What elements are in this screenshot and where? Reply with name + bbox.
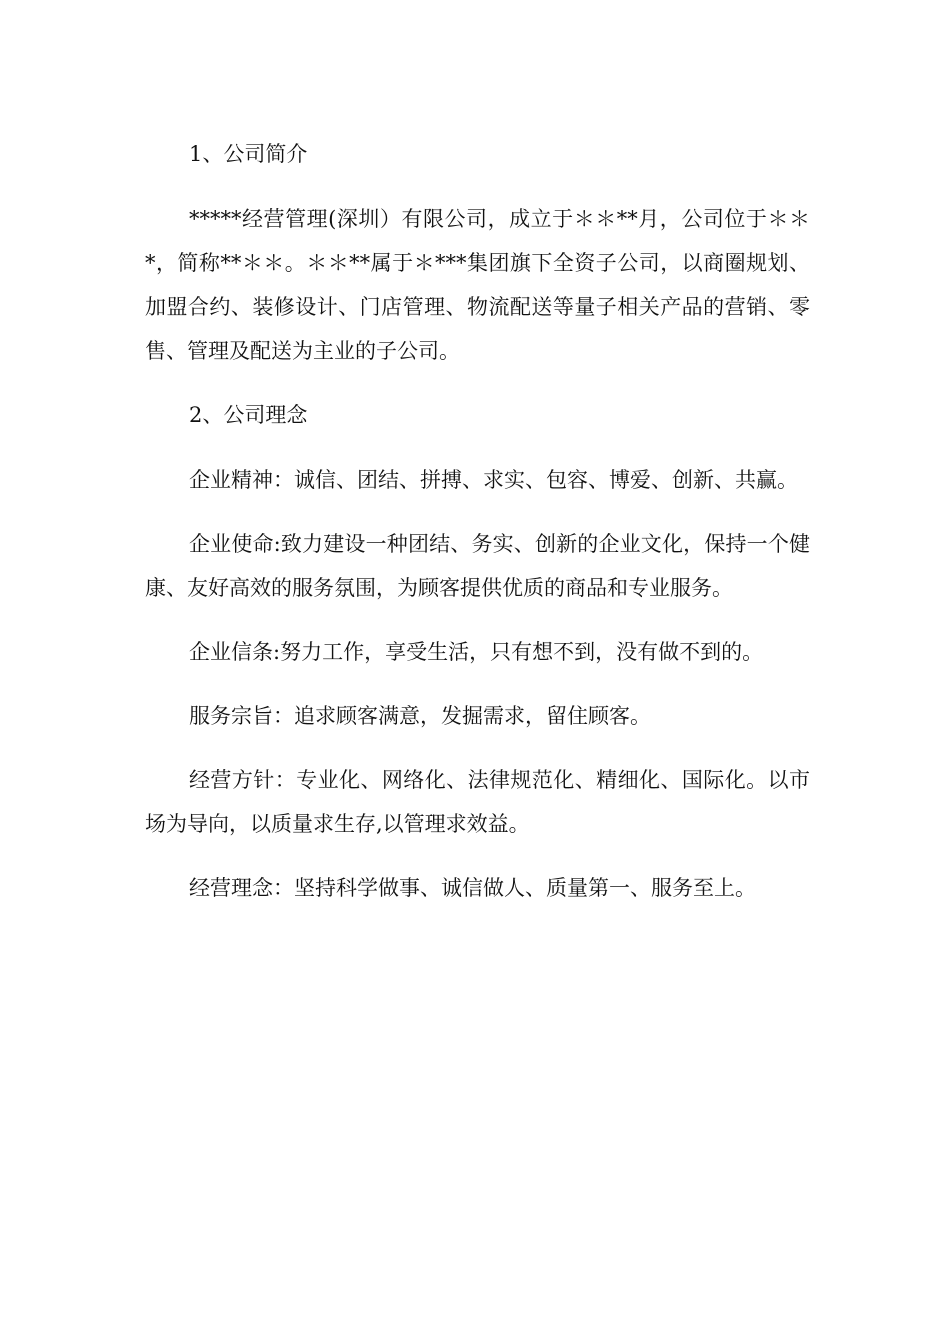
- company-intro-paragraph: *****经营管理(深圳）有限公司，成立于＊＊**月，公司位于＊＊*，简称**＊＊。＊＊**属于＊***集团旗下全资子公司，以商圈规划、加盟合约、装修设计、门店管理、物流配送等量子相关产品的营销、零售、管理及配送为主业的子公司。: [145, 207, 810, 363]
- enterprise-spirit-paragraph: 企业精神：诚信、团结、拼搏、求实、包容、博爱、创新、共赢。: [189, 468, 798, 492]
- business-policy-paragraph: 经营方针：专业化、网络化、法律规范化、精细化、国际化。以市场为导向，以质量求生存,以管理求效益。: [145, 768, 810, 836]
- document-body: [145, 132, 810, 930]
- section-heading-company-intro: 1、公司简介: [189, 142, 308, 166]
- service-purpose-paragraph: 服务宗旨：追求顾客满意，发掘需求，留住顾客。: [189, 704, 651, 728]
- section-heading-company-philosophy: 2、公司理念: [189, 403, 308, 427]
- enterprise-creed-paragraph: 企业信条:努力工作，享受生活，只有想不到，没有做不到的。: [189, 640, 764, 664]
- enterprise-mission-paragraph: 企业使命:致力建设一种团结、务实、创新的企业文化，保持一个健康、友好高效的服务氛围，为顾客提供优质的商品和专业服务。: [145, 532, 810, 600]
- business-philosophy-paragraph: 经营理念：坚持科学做事、诚信做人、质量第一、服务至上。: [189, 876, 756, 900]
